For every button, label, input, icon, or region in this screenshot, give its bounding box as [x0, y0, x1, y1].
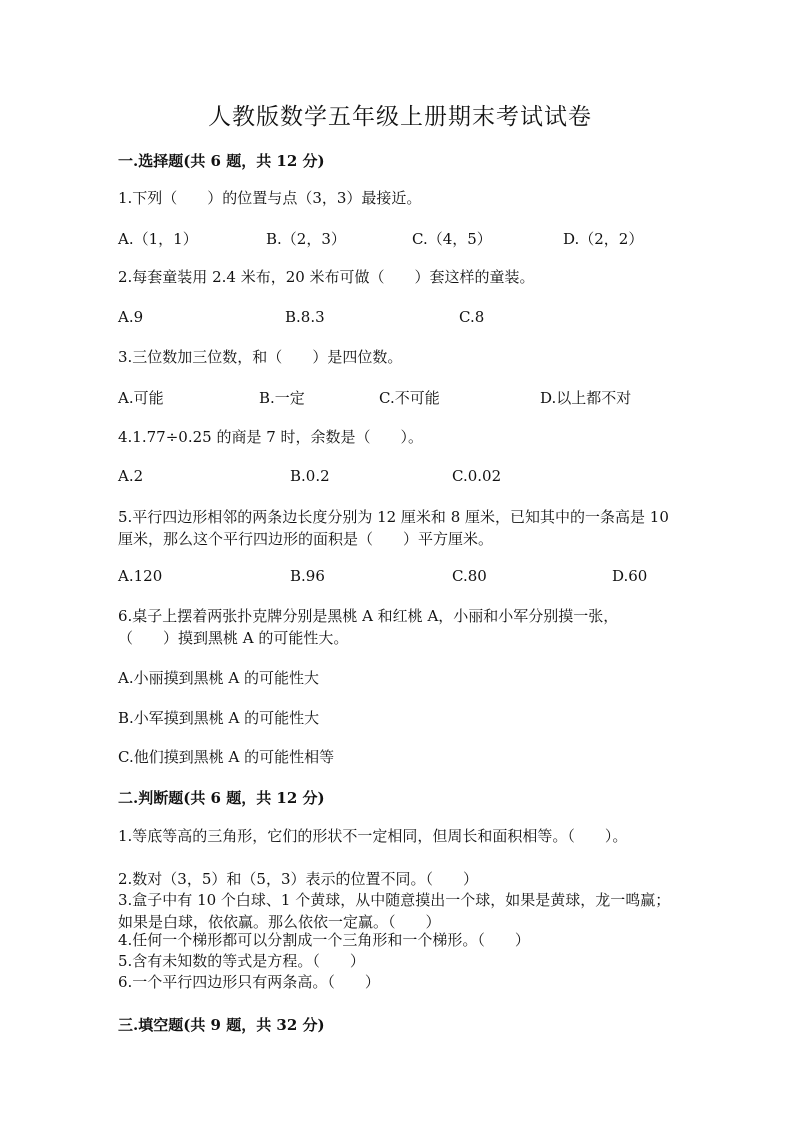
question-1: 1.下列（ ）的位置与点（3，3）最接近。 [118, 189, 422, 207]
question-5: 5.平行四边形相邻的两条边长度分别为 12 厘米和 8 厘米，已知其中的一条高是 10 厘米，那么这个平行四边形的面积是（ ）平方厘米。 [118, 508, 669, 548]
question-6: 6.桌子上摆着两张扑克牌分别是黑桃 A 和红桃 A，小丽和小军分别摸一张，（ ）摸到黑桃 A 的可能性大。 [118, 607, 619, 647]
question-2: 2.每套童装用 2.4 米布，20 米布可做（ ）套这样的童装。 [118, 268, 535, 286]
section-heading-fill: 三.填空题(共 9 题，共 32 分) [118, 1016, 325, 1034]
q6-option-b: B.小军摸到黑桃 A 的可能性大 [118, 709, 320, 727]
q1-option-a: A.（1，1） [118, 230, 198, 248]
question-3: 3.三位数加三位数，和（ ）是四位数。 [118, 348, 403, 366]
q5-option-d: D.60 [612, 567, 648, 585]
q1-option-d: D.（2，2） [563, 230, 644, 248]
q3-option-a: A.可能 [118, 389, 164, 407]
q4-option-a: A.2 [118, 467, 144, 485]
q2-option-c: C.8 [459, 308, 485, 326]
judge-item-3: 3.盒子中有 10 个白球、1 个黄球，从中随意摸出一个球，如果是黄球，龙一鸣赢；如果是白球，依依赢。那么依依一定赢。（ ） [118, 891, 671, 931]
question-4: 4.1.77÷0.25 的商是 7 时，余数是（ ）。 [118, 428, 424, 446]
judge-item-2: 2.数对（3，5）和（5，3）表示的位置不同。（ ） [118, 870, 478, 888]
q5-option-b: B.96 [290, 567, 325, 585]
q3-option-b: B.一定 [259, 389, 305, 407]
q5-option-a: A.120 [118, 567, 163, 585]
page-title: 人教版数学五年级上册期末考试试卷 [208, 104, 592, 130]
q5-option-c: C.80 [452, 567, 487, 585]
q3-option-d: D.以上都不对 [540, 389, 632, 407]
judge-item-1: 1.等底等高的三角形，它们的形状不一定相同，但周长和面积相等。（ ）。 [118, 827, 628, 845]
q3-option-c: C.不可能 [379, 389, 440, 407]
q2-option-a: A.9 [118, 308, 144, 326]
q4-option-c: C.0.02 [452, 467, 502, 485]
q6-option-c: C.他们摸到黑桃 A 的可能性相等 [118, 748, 335, 766]
q1-option-b: B.（2，3） [266, 230, 346, 248]
judge-item-6: 6.一个平行四边形只有两条高。（ ） [118, 973, 380, 991]
judge-item-4: 4.任何一个梯形都可以分割成一个三角形和一个梯形。（ ） [118, 931, 530, 949]
q1-option-c: C.（4，5） [412, 230, 492, 248]
judge-item-5: 5.含有未知数的等式是方程。（ ） [118, 952, 365, 970]
section-heading-judge: 二.判断题(共 6 题，共 12 分) [118, 789, 325, 807]
q6-option-a: A.小丽摸到黑桃 A 的可能性大 [118, 669, 319, 687]
q4-option-b: B.0.2 [290, 467, 330, 485]
section-heading-choice: 一.选择题(共 6 题，共 12 分) [118, 152, 325, 170]
q2-option-b: B.8.3 [285, 308, 325, 326]
